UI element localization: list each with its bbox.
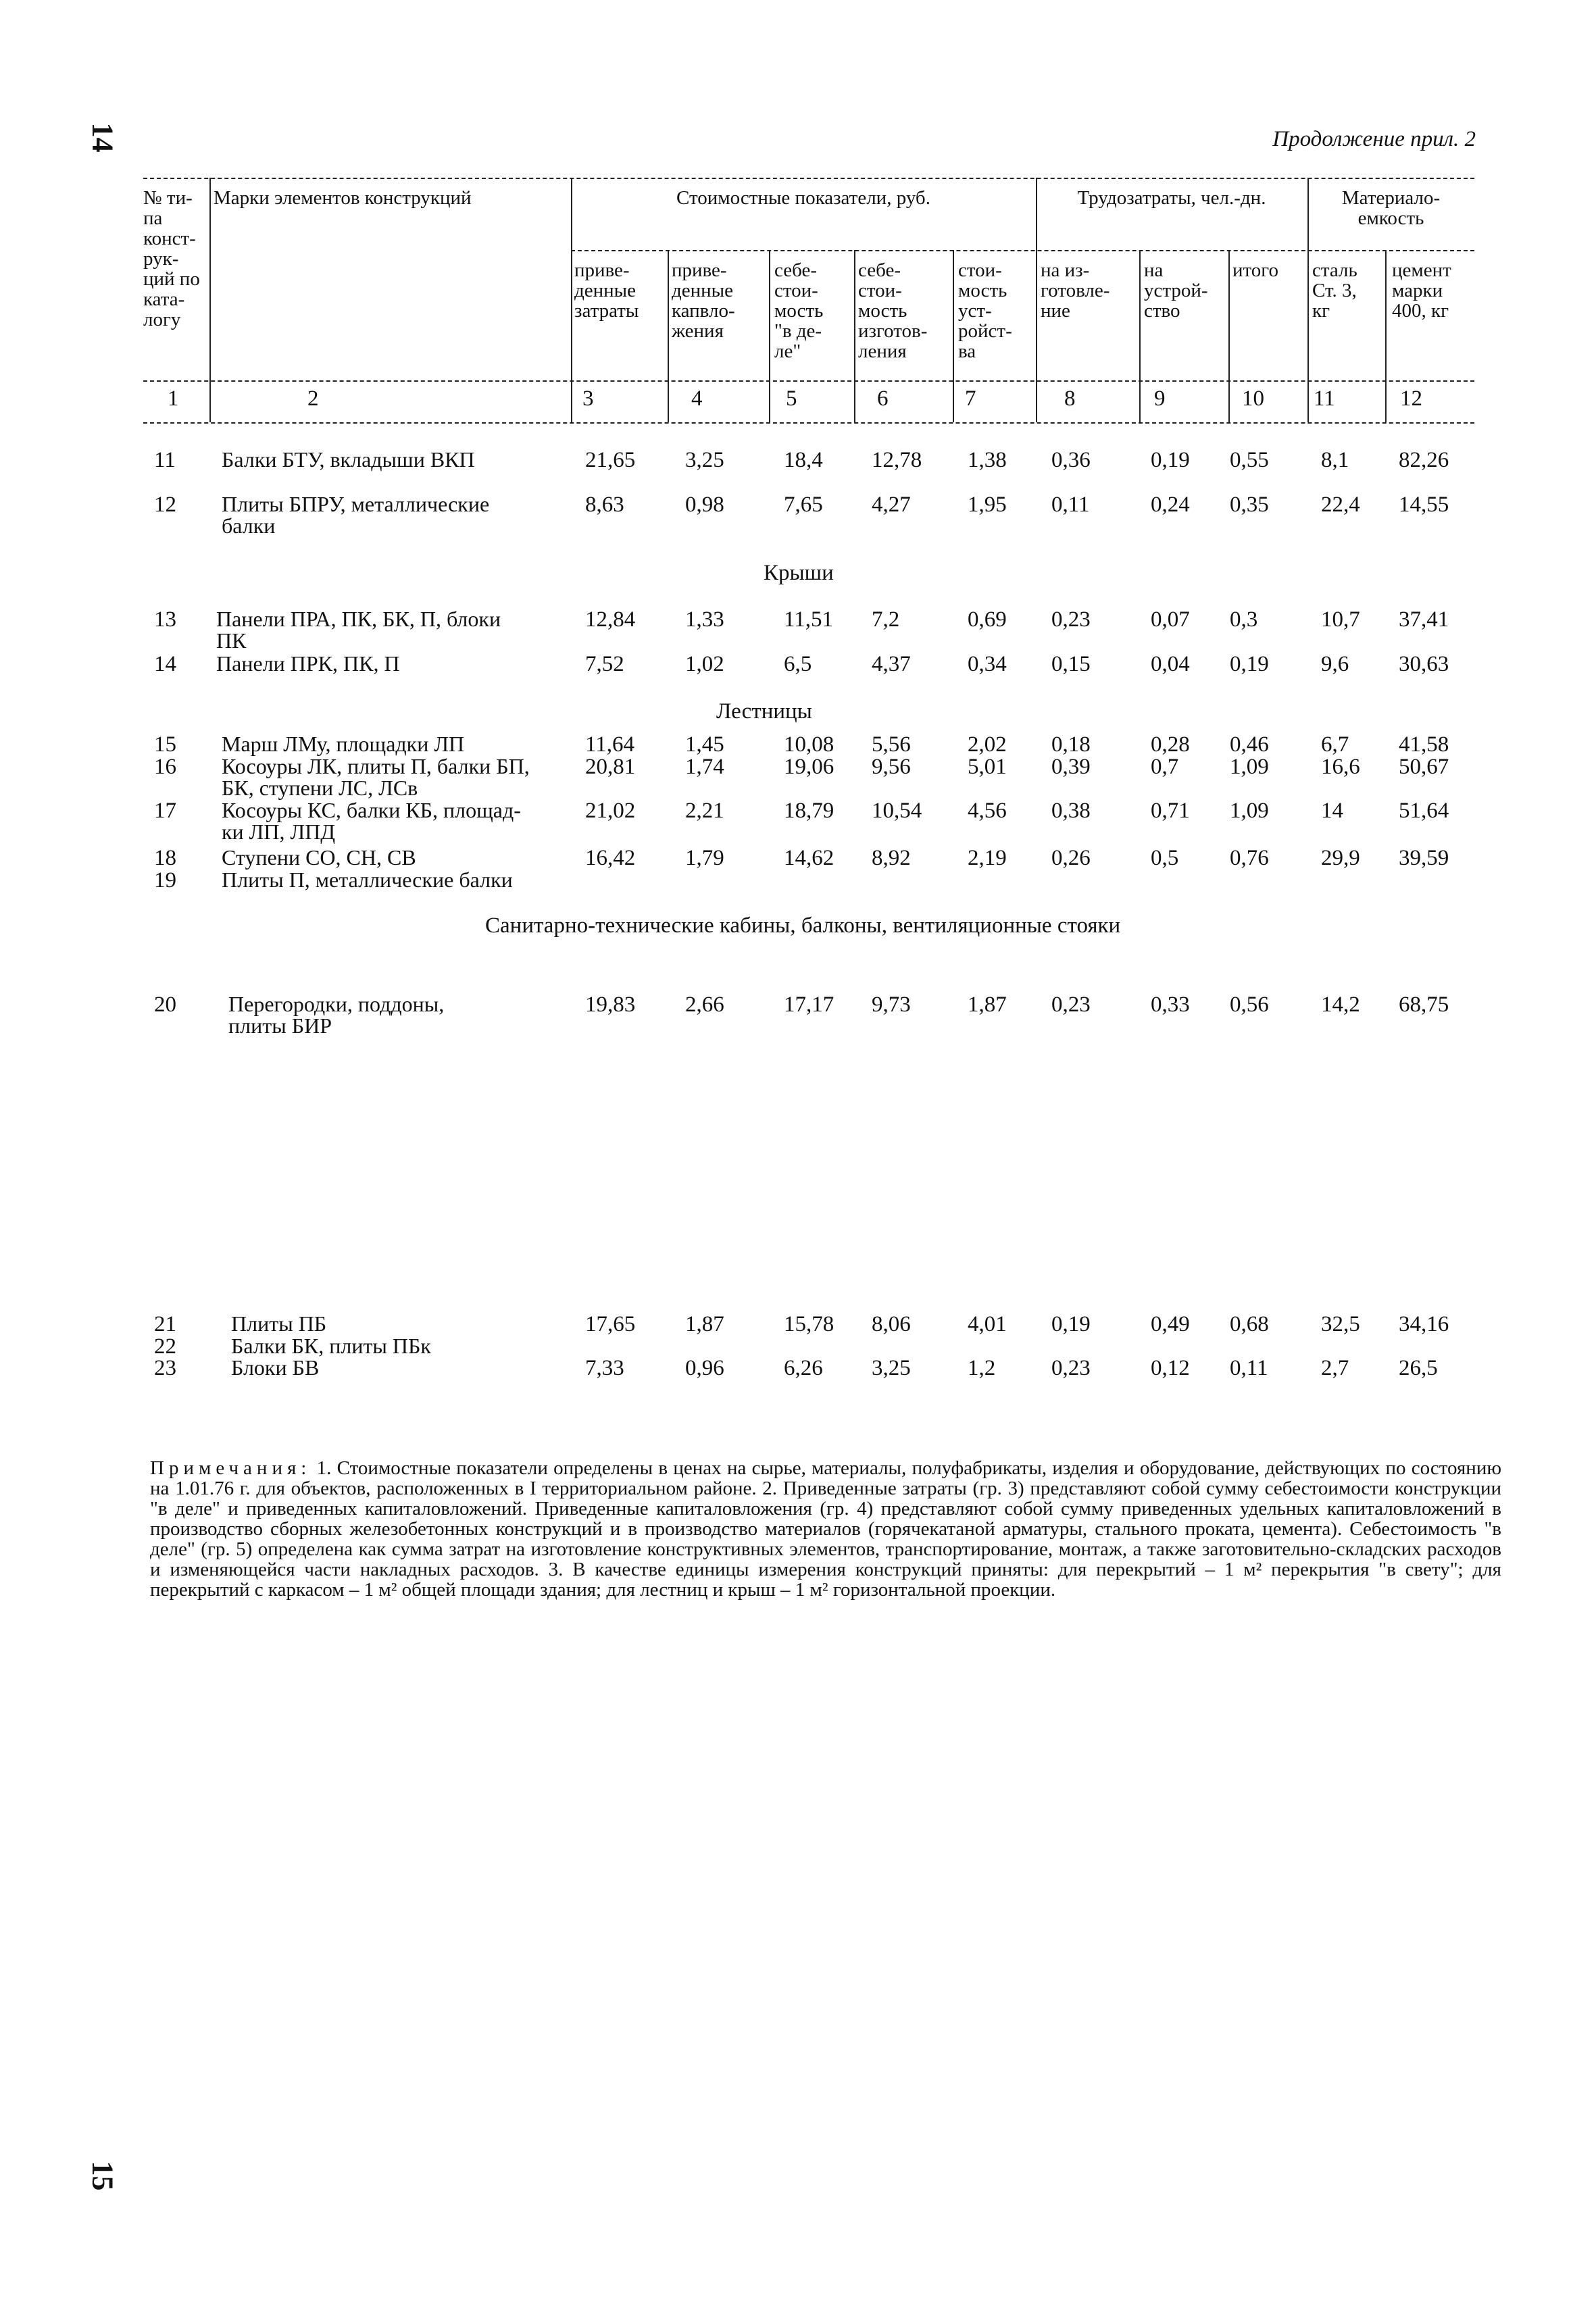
- header-text: Ст. 3,: [1312, 280, 1357, 301]
- header-sub-9: [1144, 260, 1208, 321]
- header-text: итого: [1232, 259, 1278, 281]
- row-value: 1,87: [685, 1312, 724, 1336]
- row-value: 0,23: [1051, 1356, 1091, 1380]
- row-value: 1,45: [685, 732, 724, 757]
- row-value: 12,84: [585, 607, 636, 632]
- row-name: БК, ступени ЛС, ЛСв: [222, 776, 418, 800]
- row-value: 0,39: [1051, 755, 1091, 779]
- row-value: 0,5: [1151, 846, 1179, 870]
- col-number: 6: [877, 386, 889, 411]
- row-value: 22,4: [1321, 493, 1360, 517]
- page-number-left: 14: [86, 122, 120, 153]
- row-name: ки ЛП, ЛПД: [222, 820, 336, 844]
- row-number: 15: [154, 732, 176, 757]
- header-text: ле": [774, 341, 801, 362]
- row-value: 7,2: [872, 607, 900, 632]
- header-text: ката-: [143, 288, 185, 310]
- header-mid-rule: [571, 250, 1474, 251]
- header-numbers-rule: [143, 422, 1474, 424]
- row-name: Плиты БПРУ, металлические: [222, 492, 490, 516]
- row-value: 0,28: [1151, 732, 1190, 757]
- header-text: изготов-: [858, 320, 928, 342]
- row-value: 6,26: [784, 1356, 823, 1380]
- row-value: 18,4: [784, 448, 823, 472]
- row-name: Марш ЛМу, площадки ЛП: [222, 732, 465, 756]
- row-value: 9,73: [872, 992, 911, 1017]
- header-text: на из-: [1041, 259, 1090, 281]
- row-value: 16,42: [585, 846, 636, 870]
- row-value: 6,7: [1321, 732, 1349, 757]
- row-name: Ступени СО, СН, СВ: [222, 845, 416, 870]
- header-text: стои-: [958, 259, 1002, 281]
- row-number: 11: [154, 448, 176, 472]
- row-value: 0,04: [1151, 652, 1190, 676]
- row-value: 8,63: [585, 493, 624, 517]
- row-value: 16,6: [1321, 755, 1360, 779]
- header-text: сталь: [1312, 259, 1357, 281]
- header-text: мость: [958, 280, 1007, 301]
- row-value: 0,7: [1151, 755, 1179, 779]
- row-name: Перегородки, поддоны,: [228, 992, 445, 1016]
- row-value: 32,5: [1321, 1312, 1360, 1336]
- row-value: 8,92: [872, 846, 911, 870]
- header-text: себе-: [858, 259, 901, 281]
- row-value: 21,65: [585, 448, 636, 472]
- header-text: на: [1144, 259, 1164, 281]
- header-text: па: [143, 207, 163, 229]
- col-number: 11: [1314, 386, 1335, 411]
- row-value: 20,81: [585, 755, 636, 779]
- row-value: 0,33: [1151, 992, 1190, 1017]
- row-value: 7,33: [585, 1356, 624, 1380]
- row-value: 10,7: [1321, 607, 1360, 632]
- row-value: 19,83: [585, 992, 636, 1017]
- row-value: 0,23: [1051, 607, 1091, 632]
- header-text: денные: [574, 280, 637, 301]
- notes-text: 1. Стоимостные показатели определены в ценах на сырье, материалы, полуфабрикаты, изделия и оборудование, действующих по состоянию на 1.01.76 г. для объектов, расположенных в I территориальном районе. 2. Приведенные затраты (гр. 3) представляют собой сумму себестоимости конструкции "в деле" и приведенных капиталовложений. Приведенные капиталовложения (гр. 4) представляют собой сумму приведенных удельных капиталовложений в производство сборных железобетонных конструкций и в производство материалов (горячекатаной арматуры, стального проката, цемента). Себестоимость "в деле" (гр. 5) определена как сумма затрат на изготовление конструктивных элементов, транспортирование, монтаж, а также заготовительно-складских расходов и изменяющейся части накладных расходов. 3. В качестве единицы измерения конструкций приняты: для перекрытий – 1 м² перекрытия "в свету"; для перекрытий с каркасом – 1 м² общей площади здания; для лестниц и крыш – 1 м² горизонтальной проекции.: [150, 1457, 1501, 1601]
- row-value: 5,01: [968, 755, 1007, 779]
- row-value: 1,2: [968, 1356, 996, 1380]
- header-text: стои-: [858, 280, 902, 301]
- notes: [150, 1458, 1501, 1600]
- row-value: 8,06: [872, 1312, 911, 1336]
- col-divider: [209, 178, 211, 422]
- col-number: 3: [582, 386, 594, 411]
- row-value: 0,69: [968, 607, 1007, 632]
- row-name: Плиты П, металлические балки: [222, 867, 513, 892]
- header-sub-11: [1312, 260, 1357, 321]
- row-value: 29,9: [1321, 846, 1360, 870]
- header-col-marks: Марки элементов конструкций: [214, 187, 472, 209]
- row-value: 0,68: [1230, 1312, 1269, 1336]
- section-sanitary: Санитарно-технические кабины, балконы, вентиляционные стояки: [485, 913, 1121, 938]
- row-number: 22: [154, 1334, 176, 1359]
- row-value: 0,96: [685, 1356, 724, 1380]
- row-value: 14,55: [1399, 493, 1449, 517]
- header-text: 400, кг: [1392, 300, 1449, 322]
- row-value: 0,49: [1151, 1312, 1190, 1336]
- row-value: 34,16: [1399, 1312, 1449, 1336]
- col-number: 9: [1154, 386, 1166, 411]
- header-text: конст-: [143, 228, 196, 249]
- col-divider: [571, 178, 572, 422]
- header-col-type: [143, 188, 200, 330]
- row-value: 11,64: [585, 732, 635, 757]
- row-value: 7,52: [585, 652, 624, 676]
- row-number: 14: [154, 652, 176, 676]
- row-value: 68,75: [1399, 992, 1449, 1017]
- row-value: 0,56: [1230, 992, 1269, 1017]
- header-text: "в де-: [774, 320, 822, 342]
- row-value: 0,19: [1151, 448, 1190, 472]
- section-roofs: Крыши: [764, 561, 834, 585]
- header-text: кг: [1312, 300, 1330, 322]
- col-divider: [769, 250, 770, 422]
- col-divider: [1228, 250, 1230, 422]
- header-top-rule: [143, 178, 1474, 179]
- col-divider: [668, 250, 669, 422]
- header-text: ние: [1041, 300, 1070, 322]
- col-number: 8: [1064, 386, 1076, 411]
- row-value: 7,65: [784, 493, 823, 517]
- row-value: 1,02: [685, 652, 724, 676]
- col-divider: [1385, 250, 1387, 422]
- row-value: 26,5: [1399, 1356, 1438, 1380]
- row-value: 1,09: [1230, 755, 1269, 779]
- row-number: 12: [154, 493, 176, 517]
- row-number: 19: [154, 868, 176, 892]
- header-text: ройст-: [958, 320, 1012, 342]
- header-text: ва: [958, 341, 976, 362]
- header-sub-8: [1041, 260, 1109, 321]
- row-name: Косоуры КС, балки КБ, площад-: [222, 798, 521, 822]
- row-value: 4,01: [968, 1312, 1007, 1336]
- section-stairs: Лестницы: [716, 699, 812, 724]
- row-value: 0,38: [1051, 799, 1091, 823]
- row-number: 13: [154, 607, 176, 632]
- header-text: устрой-: [1144, 280, 1208, 301]
- row-value: 1,95: [968, 493, 1007, 517]
- header-text: рук-: [143, 248, 179, 270]
- row-value: 17,65: [585, 1312, 636, 1336]
- row-value: 14,2: [1321, 992, 1360, 1017]
- row-value: 10,08: [784, 732, 834, 757]
- row-value: 5,56: [872, 732, 911, 757]
- row-value: 3,25: [685, 448, 724, 472]
- col-number: 1: [168, 386, 179, 411]
- header-text: № ти-: [143, 187, 193, 209]
- row-value: 21,02: [585, 799, 636, 823]
- row-value: 1,09: [1230, 799, 1269, 823]
- row-value: 0,36: [1051, 448, 1091, 472]
- header-text: приве-: [672, 259, 727, 281]
- row-name: Плиты ПБ: [231, 1311, 327, 1336]
- header-text: приве-: [574, 259, 630, 281]
- col-divider: [1139, 250, 1141, 422]
- header-text: марки: [1392, 280, 1443, 301]
- row-value: 17,17: [784, 992, 834, 1017]
- row-value: 0,24: [1151, 493, 1190, 517]
- col-number: 12: [1400, 386, 1422, 411]
- row-value: 0,23: [1051, 992, 1091, 1017]
- row-name: Панели ПРА, ПК, БК, П, блоки: [216, 607, 501, 631]
- header-text: ций по: [143, 268, 200, 290]
- row-value: 1,33: [685, 607, 724, 632]
- row-value: 2,02: [968, 732, 1007, 757]
- row-value: 2,7: [1321, 1356, 1349, 1380]
- row-value: 15,78: [784, 1312, 834, 1336]
- row-value: 0,11: [1230, 1356, 1268, 1380]
- row-value: 0,11: [1051, 493, 1090, 517]
- row-value: 0,19: [1051, 1312, 1091, 1336]
- row-value: 1,74: [685, 755, 724, 779]
- row-value: 0,98: [685, 493, 724, 517]
- row-name: Панели ПРК, ПК, П: [216, 651, 400, 676]
- header-group-material: [1307, 188, 1474, 228]
- row-value: 2,21: [685, 799, 724, 823]
- row-value: 12,78: [872, 448, 922, 472]
- header-sub-12: [1392, 260, 1451, 321]
- row-value: 0,55: [1230, 448, 1269, 472]
- row-number: 23: [154, 1356, 176, 1380]
- row-number: 18: [154, 846, 176, 870]
- header-text: ления: [858, 341, 907, 362]
- row-name: плиты БИР: [228, 1013, 332, 1038]
- header-sub-7: [958, 260, 1012, 361]
- header-text: капвло-: [672, 300, 735, 322]
- row-value: 50,67: [1399, 755, 1449, 779]
- col-number: 7: [965, 386, 976, 411]
- row-name: Балки БТУ, вкладыши ВКП: [222, 447, 475, 472]
- row-value: 11,51: [784, 607, 834, 632]
- row-value: 9,56: [872, 755, 911, 779]
- header-group-labor: Трудозатраты, чел.-дн.: [1077, 187, 1266, 209]
- header-text: цемент: [1392, 259, 1451, 281]
- row-value: 0,34: [968, 652, 1007, 676]
- row-value: 0,19: [1230, 652, 1269, 676]
- header-text: мость: [774, 300, 824, 322]
- row-value: 6,5: [784, 652, 812, 676]
- row-value: 30,63: [1399, 652, 1449, 676]
- row-value: 0,15: [1051, 652, 1091, 676]
- header-sub-6: [858, 260, 927, 361]
- row-value: 9,6: [1321, 652, 1349, 676]
- row-name: ПК: [216, 628, 247, 653]
- row-value: 0,26: [1051, 846, 1091, 870]
- notes-label: Примечания:: [150, 1457, 311, 1479]
- row-number: 21: [154, 1312, 176, 1336]
- header-sub-3: [574, 260, 639, 321]
- row-value: 18,79: [784, 799, 834, 823]
- row-number: 17: [154, 799, 176, 823]
- row-name: Балки БК, плиты ПБк: [231, 1334, 431, 1358]
- header-text: емкость: [1357, 207, 1424, 229]
- page-number-right: 15: [86, 2161, 120, 2191]
- row-value: 14,62: [784, 846, 834, 870]
- row-value: 4,37: [872, 652, 911, 676]
- row-value: 51,64: [1399, 799, 1449, 823]
- header-text: себе-: [774, 259, 817, 281]
- row-value: 0,18: [1051, 732, 1091, 757]
- row-value: 1,38: [968, 448, 1007, 472]
- col-divider: [1036, 178, 1037, 422]
- header-text: затраты: [574, 300, 639, 322]
- col-divider: [953, 250, 954, 422]
- row-number: 16: [154, 755, 176, 779]
- header-sub-5: [774, 260, 823, 361]
- header-text: Материало-: [1341, 187, 1441, 209]
- col-number: 4: [691, 386, 703, 411]
- row-name: Косоуры ЛК, плиты П, балки БП,: [222, 754, 530, 778]
- row-value: 1,87: [968, 992, 1007, 1017]
- continuation-label: Продолжение прил. 2: [1272, 127, 1476, 151]
- row-value: 1,79: [685, 846, 724, 870]
- header-text: готовле-: [1041, 280, 1110, 301]
- row-value: 3,25: [872, 1356, 911, 1380]
- header-text: уст-: [958, 300, 992, 322]
- row-value: 0,12: [1151, 1356, 1190, 1380]
- row-value: 0,3: [1230, 607, 1258, 632]
- row-value: 2,66: [685, 992, 724, 1017]
- col-number: 10: [1242, 386, 1264, 411]
- header-text: денные: [672, 280, 734, 301]
- row-name: Блоки БВ: [231, 1355, 320, 1380]
- row-value: 10,54: [872, 799, 922, 823]
- header-text: ство: [1144, 300, 1180, 322]
- header-group-cost: Стоимостные показатели, руб.: [676, 187, 930, 209]
- row-value: 4,27: [872, 493, 911, 517]
- row-value: 14: [1321, 799, 1343, 823]
- row-value: 4,56: [968, 799, 1007, 823]
- row-number: 20: [154, 992, 176, 1017]
- row-value: 37,41: [1399, 607, 1449, 632]
- col-number: 5: [786, 386, 797, 411]
- row-value: 19,06: [784, 755, 834, 779]
- row-value: 0,76: [1230, 846, 1269, 870]
- row-value: 0,35: [1230, 493, 1269, 517]
- row-value: 0,71: [1151, 799, 1190, 823]
- row-value: 2,19: [968, 846, 1007, 870]
- row-value: 82,26: [1399, 448, 1449, 472]
- header-sub-4: [672, 260, 735, 341]
- row-value: 0,07: [1151, 607, 1190, 632]
- header-text: стои-: [774, 280, 818, 301]
- header-sub-10: [1232, 260, 1278, 280]
- col-number: 2: [307, 386, 319, 411]
- header-text: мость: [858, 300, 907, 322]
- header-bottom-rule: [143, 380, 1474, 382]
- col-divider: [854, 250, 855, 422]
- row-name: балки: [222, 513, 276, 538]
- header-text: жения: [672, 320, 724, 342]
- header-text: логу: [143, 309, 181, 330]
- row-value: 41,58: [1399, 732, 1449, 757]
- row-value: 8,1: [1321, 448, 1349, 472]
- row-value: 0,46: [1230, 732, 1269, 757]
- row-value: 39,59: [1399, 846, 1449, 870]
